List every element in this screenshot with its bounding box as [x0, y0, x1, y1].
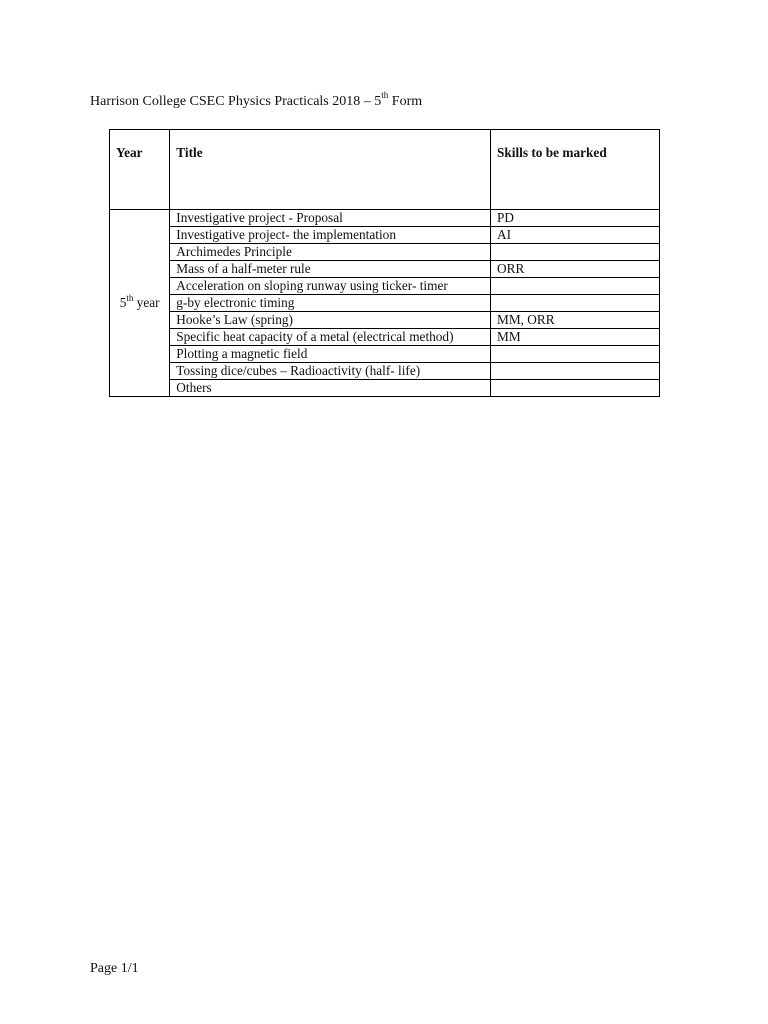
document-title — [90, 90, 423, 111]
practical-title-cell: g-by electronic timing — [170, 295, 491, 312]
skills-cell — [491, 244, 660, 261]
skills-cell — [491, 380, 660, 397]
skills-cell: PD — [491, 210, 660, 227]
table-row — [110, 244, 660, 261]
year-cell — [110, 210, 170, 397]
header-skills: Skills to be marked — [491, 130, 660, 210]
table-row — [110, 346, 660, 363]
practical-title-cell: Mass of a half-meter rule — [170, 261, 491, 278]
page-number: Page 1/1 — [90, 961, 139, 976]
table-header-row — [110, 130, 660, 210]
practical-title-cell: Others — [170, 380, 491, 397]
table-body — [110, 210, 660, 397]
table-row — [110, 227, 660, 244]
practical-title-cell: Investigative project- the implementation — [170, 227, 491, 244]
table-row — [110, 329, 660, 346]
table-row — [110, 295, 660, 312]
year-superscript: th — [126, 292, 134, 303]
skills-cell — [491, 278, 660, 295]
skills-cell — [491, 346, 660, 363]
skills-cell: ORR — [491, 261, 660, 278]
table-row — [110, 312, 660, 329]
practical-title-cell: Acceleration on sloping runway using ticker- timer — [170, 278, 491, 295]
header-year: Year — [110, 130, 170, 210]
skills-cell — [491, 295, 660, 312]
table-row — [110, 363, 660, 380]
practical-title-cell: Plotting a magnetic field — [170, 346, 491, 363]
table-row — [110, 210, 660, 227]
document-title-suffix: Form — [388, 94, 423, 109]
practical-title-cell: Tossing dice/cubes – Radioactivity (half- life) — [170, 363, 491, 380]
year-suffix: year — [133, 295, 160, 310]
practicals-table — [109, 129, 660, 397]
document-title-superscript: th — [381, 90, 389, 101]
practical-title-cell: Investigative project - Proposal — [170, 210, 491, 227]
year-number: 5 — [119, 295, 127, 310]
skills-cell: AI — [491, 227, 660, 244]
document-title-text: Harrison College CSEC Physics Practicals 2018 – 5 — [90, 94, 382, 109]
table-row — [110, 261, 660, 278]
practical-title-cell: Archimedes Principle — [170, 244, 491, 261]
skills-cell: MM, ORR — [491, 312, 660, 329]
skills-cell — [491, 363, 660, 380]
practical-title-cell: Specific heat capacity of a metal (electrical method) — [170, 329, 491, 346]
practical-title-cell: Hooke’s Law (spring) — [170, 312, 491, 329]
table-row — [110, 380, 660, 397]
table-row — [110, 278, 660, 295]
header-title: Title — [170, 130, 491, 210]
skills-cell: MM — [491, 329, 660, 346]
